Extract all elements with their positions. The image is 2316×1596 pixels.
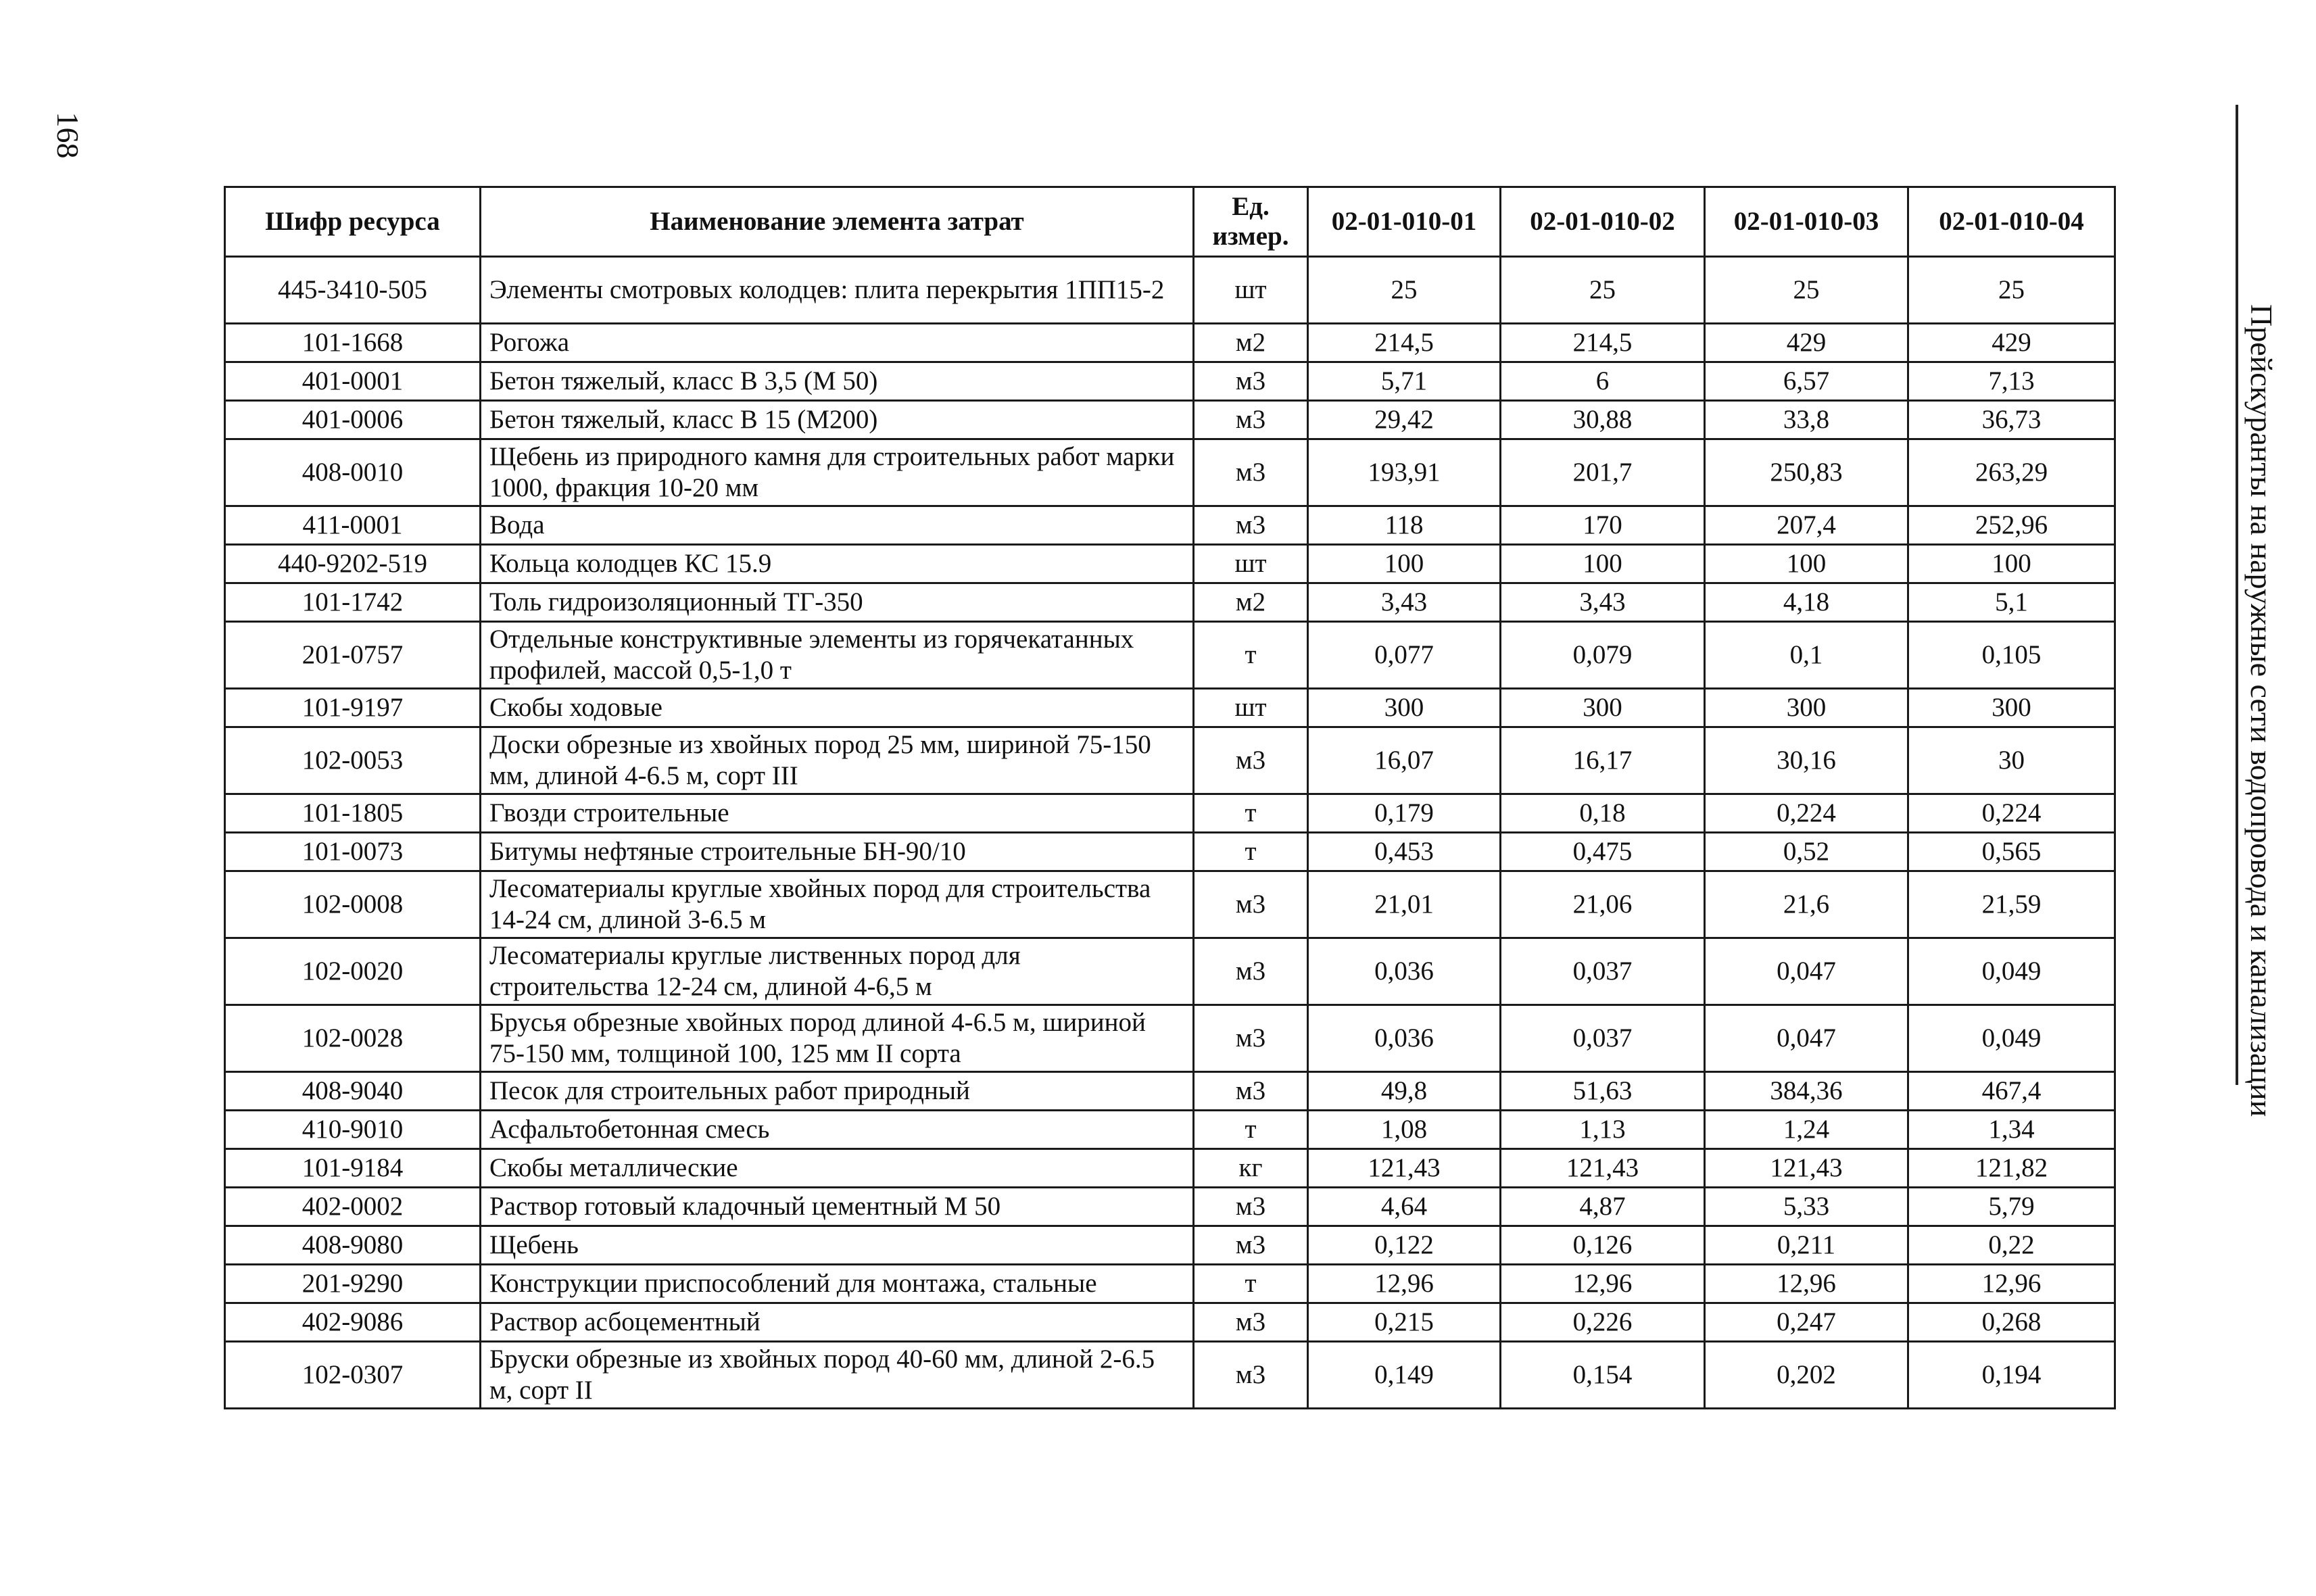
table-row — [225, 1188, 2115, 1226]
cell-value-03: 5,33 — [1705, 1188, 1908, 1226]
cell-unit: м3 — [1194, 401, 1308, 439]
cell-element-name: Асфальтобетонная смесь — [481, 1111, 1194, 1149]
cell-value-02: 1,13 — [1501, 1111, 1705, 1149]
header-col-02: 02-01-010-02 — [1501, 187, 1705, 257]
cell-value-01: 100 — [1308, 545, 1501, 583]
side-rule-divider — [2236, 105, 2238, 1085]
cell-unit: м3 — [1194, 1005, 1308, 1072]
cell-value-02: 201,7 — [1501, 439, 1705, 506]
table-row — [225, 1226, 2115, 1265]
cell-value-03: 0,52 — [1705, 833, 1908, 871]
cell-resource-code: 101-9184 — [225, 1149, 481, 1188]
cell-unit: м2 — [1194, 583, 1308, 622]
cell-element-name: Раствор готовый кладочный цементный М 50 — [481, 1188, 1194, 1226]
cell-resource-code: 410-9010 — [225, 1111, 481, 1149]
cell-resource-code: 440-9202-519 — [225, 545, 481, 583]
cell-value-04: 5,79 — [1908, 1188, 2115, 1226]
cell-value-02: 0,154 — [1501, 1342, 1705, 1409]
header-name: Наименование элемента затрат — [481, 187, 1194, 257]
table-header-row — [225, 187, 2115, 257]
cell-value-04: 0,224 — [1908, 794, 2115, 833]
cell-unit: т — [1194, 833, 1308, 871]
cell-unit: м3 — [1194, 1226, 1308, 1265]
cell-value-01: 0,215 — [1308, 1303, 1501, 1342]
cell-value-02: 51,63 — [1501, 1072, 1705, 1111]
cell-value-03: 21,6 — [1705, 871, 1908, 938]
cell-value-03: 6,57 — [1705, 362, 1908, 401]
cell-value-04: 252,96 — [1908, 506, 2115, 545]
cell-value-02: 21,06 — [1501, 871, 1705, 938]
cell-value-03: 30,16 — [1705, 727, 1908, 794]
header-col-04: 02-01-010-04 — [1908, 187, 2115, 257]
cell-value-02: 30,88 — [1501, 401, 1705, 439]
table-row — [225, 545, 2115, 583]
cell-unit: м3 — [1194, 1303, 1308, 1342]
cell-unit: м3 — [1194, 439, 1308, 506]
cell-value-03: 100 — [1705, 545, 1908, 583]
cell-value-01: 49,8 — [1308, 1072, 1501, 1111]
cell-value-04: 467,4 — [1908, 1072, 2115, 1111]
cell-resource-code: 201-9290 — [225, 1265, 481, 1303]
cell-value-03: 250,83 — [1705, 439, 1908, 506]
table-row — [225, 1005, 2115, 1072]
cell-value-02: 214,5 — [1501, 324, 1705, 362]
cell-value-02: 0,475 — [1501, 833, 1705, 871]
cell-element-name: Доски обрезные из хвойных пород 25 мм, шириной 75-150 мм, длиной 4-6.5 м, сорт III — [481, 727, 1194, 794]
header-col-03: 02-01-010-03 — [1705, 187, 1908, 257]
cell-value-03: 0,224 — [1705, 794, 1908, 833]
table-row — [225, 833, 2115, 871]
cell-value-04: 429 — [1908, 324, 2115, 362]
table-row — [225, 1265, 2115, 1303]
table-row — [225, 401, 2115, 439]
cell-element-name: Песок для строительных работ природный — [481, 1072, 1194, 1111]
cell-value-02: 3,43 — [1501, 583, 1705, 622]
cell-value-03: 0,202 — [1705, 1342, 1908, 1409]
table-row — [225, 794, 2115, 833]
cell-value-02: 25 — [1501, 257, 1705, 324]
cell-resource-code: 101-9197 — [225, 689, 481, 727]
cell-value-02: 170 — [1501, 506, 1705, 545]
cell-resource-code: 401-0006 — [225, 401, 481, 439]
cell-resource-code: 402-0002 — [225, 1188, 481, 1226]
cell-resource-code: 102-0028 — [225, 1005, 481, 1072]
cell-element-name: Битумы нефтяные строительные БН-90/10 — [481, 833, 1194, 871]
cell-value-04: 36,73 — [1908, 401, 2115, 439]
cell-element-name: Толь гидроизоляционный ТГ-350 — [481, 583, 1194, 622]
cell-value-04: 0,268 — [1908, 1303, 2115, 1342]
table-row — [225, 324, 2115, 362]
cell-element-name: Отдельные конструктивные элементы из горячекатанных профилей, массой 0,5-1,0 т — [481, 622, 1194, 689]
cell-element-name: Щебень — [481, 1226, 1194, 1265]
cell-element-name: Брусья обрезные хвойных пород длиной 4-6.5 м, шириной 75-150 мм, толщиной 100, 125 мм II сорта — [481, 1005, 1194, 1072]
table-row — [225, 1149, 2115, 1188]
table-row — [225, 1072, 2115, 1111]
cell-element-name: Бруски обрезные из хвойных пород 40-60 мм, длиной 2-6.5 м, сорт II — [481, 1342, 1194, 1409]
cell-element-name: Раствор асбоцементный — [481, 1303, 1194, 1342]
cell-value-04: 5,1 — [1908, 583, 2115, 622]
cell-value-01: 193,91 — [1308, 439, 1501, 506]
table-body — [225, 257, 2115, 1409]
cell-value-01: 5,71 — [1308, 362, 1501, 401]
cell-value-01: 0,122 — [1308, 1226, 1501, 1265]
cell-unit: шт — [1194, 689, 1308, 727]
cell-value-04: 0,194 — [1908, 1342, 2115, 1409]
cell-unit: м3 — [1194, 938, 1308, 1005]
cell-value-04: 25 — [1908, 257, 2115, 324]
cell-resource-code: 408-0010 — [225, 439, 481, 506]
cell-unit: м3 — [1194, 1072, 1308, 1111]
cell-value-02: 121,43 — [1501, 1149, 1705, 1188]
cell-resource-code: 402-9086 — [225, 1303, 481, 1342]
cell-value-04: 1,34 — [1908, 1111, 2115, 1149]
cell-unit: т — [1194, 1111, 1308, 1149]
cell-unit: т — [1194, 1265, 1308, 1303]
page-number: 168 — [51, 112, 85, 159]
cell-resource-code: 445-3410-505 — [225, 257, 481, 324]
table-row — [225, 583, 2115, 622]
cell-resource-code: 101-0073 — [225, 833, 481, 871]
cell-value-02: 300 — [1501, 689, 1705, 727]
table-row — [225, 506, 2115, 545]
cell-value-01: 16,07 — [1308, 727, 1501, 794]
cell-value-01: 118 — [1308, 506, 1501, 545]
cell-value-01: 0,036 — [1308, 938, 1501, 1005]
cell-value-02: 4,87 — [1501, 1188, 1705, 1226]
cell-value-03: 0,211 — [1705, 1226, 1908, 1265]
cell-value-01: 4,64 — [1308, 1188, 1501, 1226]
cell-value-03: 384,36 — [1705, 1072, 1908, 1111]
cell-value-04: 0,105 — [1908, 622, 2115, 689]
cell-resource-code: 408-9080 — [225, 1226, 481, 1265]
cell-value-02: 6 — [1501, 362, 1705, 401]
header-unit: Ед. измер. — [1194, 187, 1308, 257]
cell-element-name: Скобы ходовые — [481, 689, 1194, 727]
cell-element-name: Бетон тяжелый, класс В 3,5 (М 50) — [481, 362, 1194, 401]
section-side-title: Прейскуранты на наружные сети водопровода и канализации — [2244, 304, 2279, 1117]
cell-element-name: Вода — [481, 506, 1194, 545]
cell-value-03: 12,96 — [1705, 1265, 1908, 1303]
cell-value-02: 100 — [1501, 545, 1705, 583]
cell-value-04: 263,29 — [1908, 439, 2115, 506]
cell-element-name: Щебень из природного камня для строительных работ марки 1000, фракция 10-20 мм — [481, 439, 1194, 506]
table-row — [225, 871, 2115, 938]
cell-resource-code: 101-1742 — [225, 583, 481, 622]
cell-element-name: Рогожа — [481, 324, 1194, 362]
cell-value-01: 214,5 — [1308, 324, 1501, 362]
cell-element-name: Конструкции приспособлений для монтажа, стальные — [481, 1265, 1194, 1303]
cell-resource-code: 201-0757 — [225, 622, 481, 689]
table-row — [225, 439, 2115, 506]
table-row — [225, 727, 2115, 794]
cell-value-04: 0,565 — [1908, 833, 2115, 871]
cell-resource-code: 102-0008 — [225, 871, 481, 938]
cell-unit: шт — [1194, 257, 1308, 324]
cell-value-04: 0,22 — [1908, 1226, 2115, 1265]
table-row — [225, 1303, 2115, 1342]
cell-value-03: 300 — [1705, 689, 1908, 727]
cell-value-02: 16,17 — [1501, 727, 1705, 794]
cell-value-01: 300 — [1308, 689, 1501, 727]
cell-resource-code: 401-0001 — [225, 362, 481, 401]
cell-value-03: 0,047 — [1705, 1005, 1908, 1072]
cell-element-name: Гвозди строительные — [481, 794, 1194, 833]
cell-element-name: Лесоматериалы круглые хвойных пород для строительства 14-24 см, длиной 3-6.5 м — [481, 871, 1194, 938]
cell-value-04: 30 — [1908, 727, 2115, 794]
table-row — [225, 257, 2115, 324]
cell-value-04: 100 — [1908, 545, 2115, 583]
cell-unit: шт — [1194, 545, 1308, 583]
cell-value-04: 21,59 — [1908, 871, 2115, 938]
cell-value-01: 1,08 — [1308, 1111, 1501, 1149]
cell-value-02: 0,226 — [1501, 1303, 1705, 1342]
cell-unit: м3 — [1194, 1188, 1308, 1226]
cell-resource-code: 102-0307 — [225, 1342, 481, 1409]
cell-value-04: 12,96 — [1908, 1265, 2115, 1303]
header-col-01: 02-01-010-01 — [1308, 187, 1501, 257]
cell-value-03: 0,047 — [1705, 938, 1908, 1005]
cell-value-01: 121,43 — [1308, 1149, 1501, 1188]
cell-value-01: 3,43 — [1308, 583, 1501, 622]
cell-value-01: 0,036 — [1308, 1005, 1501, 1072]
cell-value-04: 0,049 — [1908, 1005, 2115, 1072]
cell-value-03: 207,4 — [1705, 506, 1908, 545]
cell-resource-code: 408-9040 — [225, 1072, 481, 1111]
cell-value-01: 0,077 — [1308, 622, 1501, 689]
cell-element-name: Скобы металлические — [481, 1149, 1194, 1188]
cell-element-name: Лесоматериалы круглые лиственных пород для строительства 12-24 см, длиной 4-6,5 м — [481, 938, 1194, 1005]
cell-value-01: 0,149 — [1308, 1342, 1501, 1409]
table-row — [225, 938, 2115, 1005]
cell-element-name: Бетон тяжелый, класс В 15 (М200) — [481, 401, 1194, 439]
cell-value-01: 0,453 — [1308, 833, 1501, 871]
cell-unit: м3 — [1194, 362, 1308, 401]
cell-value-04: 0,049 — [1908, 938, 2115, 1005]
cell-value-03: 33,8 — [1705, 401, 1908, 439]
cell-resource-code: 102-0053 — [225, 727, 481, 794]
table-row — [225, 1111, 2115, 1149]
cell-value-01: 29,42 — [1308, 401, 1501, 439]
cell-resource-code: 102-0020 — [225, 938, 481, 1005]
cell-value-03: 429 — [1705, 324, 1908, 362]
header-code: Шифр ресурса — [225, 187, 481, 257]
cell-unit: м3 — [1194, 1342, 1308, 1409]
cell-value-03: 1,24 — [1705, 1111, 1908, 1149]
cell-value-02: 0,126 — [1501, 1226, 1705, 1265]
cell-resource-code: 101-1668 — [225, 324, 481, 362]
cell-unit: т — [1194, 794, 1308, 833]
cell-resource-code: 411-0001 — [225, 506, 481, 545]
cell-value-01: 12,96 — [1308, 1265, 1501, 1303]
cell-value-01: 21,01 — [1308, 871, 1501, 938]
cell-value-02: 0,18 — [1501, 794, 1705, 833]
cell-value-02: 0,079 — [1501, 622, 1705, 689]
cell-value-01: 25 — [1308, 257, 1501, 324]
table-row — [225, 689, 2115, 727]
cell-value-03: 25 — [1705, 257, 1908, 324]
cell-value-01: 0,179 — [1308, 794, 1501, 833]
cell-unit: м3 — [1194, 727, 1308, 794]
cell-value-03: 4,18 — [1705, 583, 1908, 622]
cell-unit: м2 — [1194, 324, 1308, 362]
cell-value-02: 12,96 — [1501, 1265, 1705, 1303]
cell-value-02: 0,037 — [1501, 1005, 1705, 1072]
cell-value-02: 0,037 — [1501, 938, 1705, 1005]
cell-value-03: 121,43 — [1705, 1149, 1908, 1188]
cell-value-03: 0,1 — [1705, 622, 1908, 689]
cell-value-03: 0,247 — [1705, 1303, 1908, 1342]
cell-value-04: 7,13 — [1908, 362, 2115, 401]
resources-table — [224, 186, 2116, 1409]
cell-unit: т — [1194, 622, 1308, 689]
cell-resource-code: 101-1805 — [225, 794, 481, 833]
cell-unit: м3 — [1194, 871, 1308, 938]
cell-unit: кг — [1194, 1149, 1308, 1188]
cell-unit: м3 — [1194, 506, 1308, 545]
table-row — [225, 1342, 2115, 1409]
cell-value-04: 121,82 — [1908, 1149, 2115, 1188]
cell-element-name: Элементы смотровых колодцев: плита перекрытия 1ПП15-2 — [481, 257, 1194, 324]
cell-element-name: Кольца колодцев КС 15.9 — [481, 545, 1194, 583]
table-row — [225, 622, 2115, 689]
cell-value-04: 300 — [1908, 689, 2115, 727]
table-row — [225, 362, 2115, 401]
